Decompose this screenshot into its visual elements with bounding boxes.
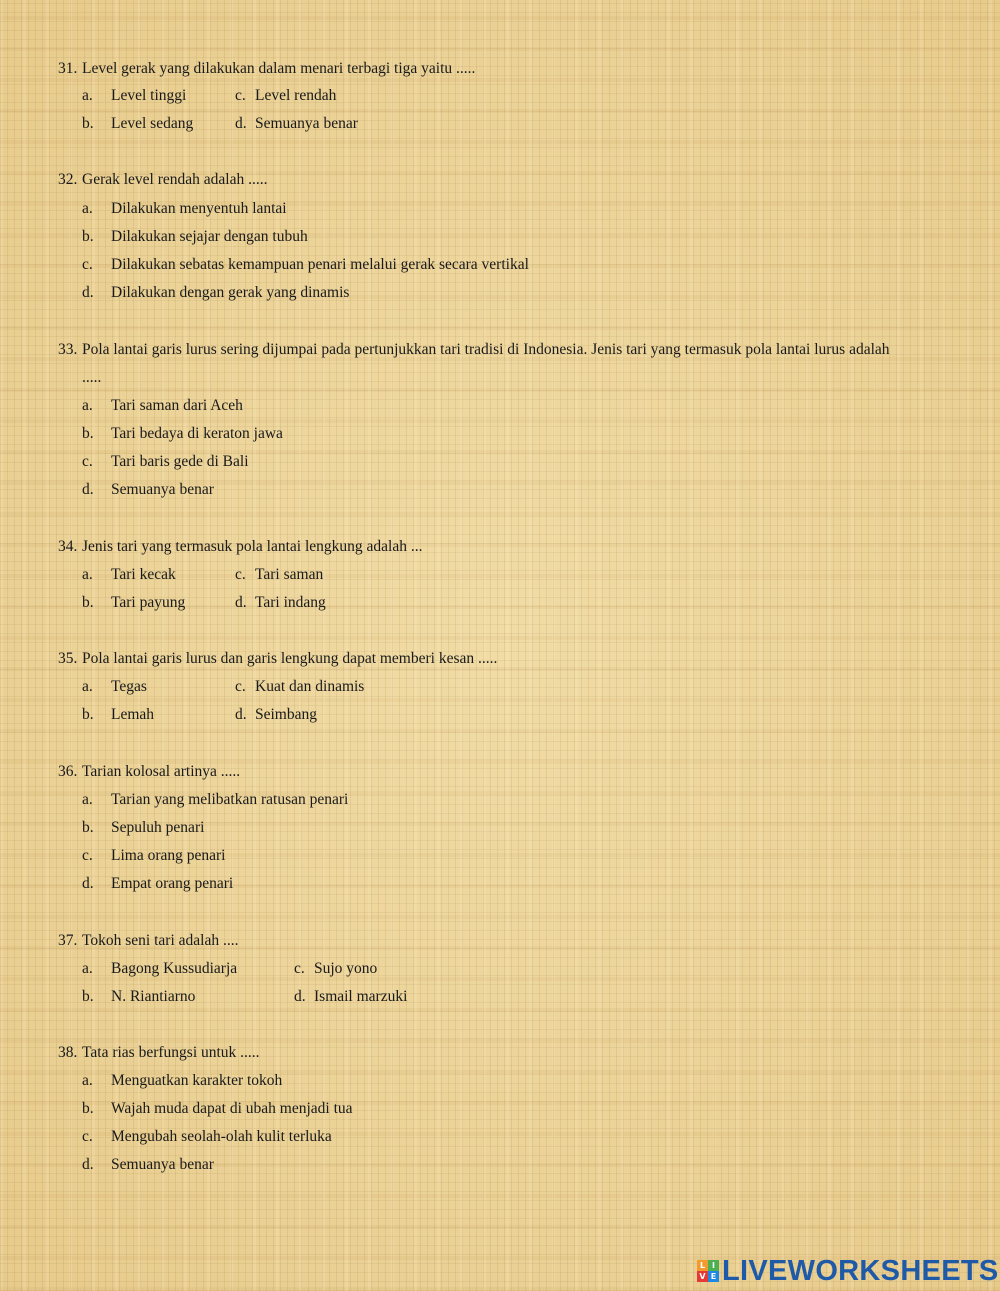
liveworksheets-logo-icon [697,1260,719,1282]
option-letter: d. [82,284,94,301]
question-37-text [58,931,238,951]
question-prompt: Jenis tari yang termasuk pola lantai lengkung adalah ... [82,538,423,555]
option-text: Level sedang [111,115,194,132]
question-35-text [58,649,497,669]
option-letter: d. [82,875,94,892]
option-32-b[interactable] [82,227,308,247]
option-35-b[interactable] [82,705,154,725]
option-text: Tari saman [255,566,324,583]
option-text: N. Riantiarno [111,988,196,1005]
option-letter: a. [82,960,93,977]
option-36-d[interactable] [82,874,233,894]
question-prompt: Gerak level rendah adalah ..... [82,171,268,188]
option-text: Mengubah seolah-olah kulit terluka [111,1128,332,1145]
option-letter: a. [82,791,93,808]
logo-mark-letter-l: L [697,1260,708,1271]
option-31-c[interactable] [235,86,336,106]
option-35-a[interactable] [82,677,147,697]
option-letter: c. [294,960,305,977]
option-letter: b. [82,228,94,245]
option-text: Ismail marzuki [314,988,408,1005]
option-letter: c. [82,453,93,470]
option-36-c[interactable] [82,846,225,866]
question-number: 34. [58,538,78,555]
option-text: Tari saman dari Aceh [111,397,243,414]
option-text: Semuanya benar [111,481,214,498]
question-34-text [58,537,422,557]
question-prompt: Pola lantai garis lurus dan garis lengkung dapat memberi kesan ..... [82,650,498,667]
option-text: Level tinggi [111,87,187,104]
option-text: Seimbang [255,706,317,723]
option-letter: c. [82,1128,93,1145]
option-37-c[interactable] [294,959,377,979]
option-31-b[interactable] [82,114,193,134]
liveworksheets-logo-text: LIVEWORKSHEETS [722,1254,999,1287]
option-letter: c. [235,678,246,695]
option-letter: d. [294,988,306,1005]
option-text: Dilakukan dengan gerak yang dinamis [111,284,350,301]
option-text: Menguatkan karakter tokoh [111,1072,283,1089]
option-text: Dilakukan sebatas kemampuan penari melalui gerak secara vertikal [111,256,529,273]
question-36-text [58,762,240,782]
option-letter: b. [82,988,94,1005]
option-letter: d. [235,706,247,723]
option-text: Sepuluh penari [111,819,205,836]
option-letter: b. [82,819,94,836]
option-text: Tegas [111,678,147,695]
logo-mark-letter-v: V [697,1271,708,1282]
question-32-text [58,170,267,190]
question-number: 36. [58,763,78,780]
option-34-c[interactable] [235,565,323,585]
option-letter: a. [82,1072,93,1089]
option-text: Kuat dan dinamis [255,678,365,695]
question-number: 31. [58,60,78,77]
question-prompt: Pola lantai garis lurus sering dijumpai pada pertunjukkan tari tradisi di Indonesia. Jenis tari yang termasuk pola lantai lurus adalah [82,341,890,358]
logo-mark-letter-i: I [708,1260,719,1271]
option-text: Dilakukan sejajar dengan tubuh [111,228,308,245]
option-letter: c. [235,87,246,104]
option-text: Empat orang penari [111,875,234,892]
option-33-b[interactable] [82,424,283,444]
option-37-a[interactable] [82,959,237,979]
option-text: Sujo yono [314,960,378,977]
option-33-a[interactable] [82,396,243,416]
option-letter: c. [235,566,246,583]
option-34-d[interactable] [235,593,326,613]
option-text: Tari bedaya di keraton jawa [111,425,283,442]
question-number: 33. [58,341,78,358]
option-34-a[interactable] [82,565,176,585]
option-33-c[interactable] [82,452,249,472]
option-38-a[interactable] [82,1071,282,1091]
option-38-d[interactable] [82,1155,214,1175]
option-letter: d. [235,594,247,611]
option-text: Level rendah [255,87,337,104]
option-letter: d. [235,115,247,132]
option-text: Wajah muda dapat di ubah menjadi tua [111,1100,353,1117]
logo-mark-letter-e: E [708,1271,719,1282]
option-36-a[interactable] [82,790,348,810]
question-prompt: Tarian kolosal artinya ..... [82,763,241,780]
question-33-text [58,340,890,360]
option-text: Tari payung [111,594,186,611]
question-33-continuation: ..... [82,369,102,386]
option-letter: a. [82,397,93,414]
option-38-c[interactable] [82,1127,332,1147]
option-38-b[interactable] [82,1099,353,1119]
option-34-b[interactable] [82,593,185,613]
option-letter: c. [82,847,93,864]
option-text: Lima orang penari [111,847,226,864]
option-32-d[interactable] [82,283,349,303]
option-letter: b. [82,1100,94,1117]
question-prompt: Tokoh seni tari adalah .... [82,932,239,949]
option-letter: d. [82,481,94,498]
option-text: Tari baris gede di Bali [111,453,249,470]
option-32-a[interactable] [82,199,287,219]
option-letter: a. [82,678,93,695]
option-letter: a. [82,87,93,104]
question-prompt: Tata rias berfungsi untuk ..... [82,1044,260,1061]
option-31-a[interactable] [82,86,186,106]
option-text: Semuanya benar [111,1156,214,1173]
option-37-d[interactable] [294,987,407,1007]
option-letter: d. [82,1156,94,1173]
option-letter: b. [82,706,94,723]
option-31-d[interactable] [235,114,358,134]
question-prompt: Level gerak yang dilakukan dalam menari terbagi tiga yaitu ..... [82,60,476,77]
option-32-c[interactable] [82,255,529,275]
option-33-d[interactable] [82,480,214,500]
option-letter: c. [82,256,93,273]
question-38-text [58,1043,260,1063]
question-number: 37. [58,932,78,949]
option-35-d[interactable] [235,705,317,725]
option-letter: b. [82,115,94,132]
option-text: Semuanya benar [255,115,358,132]
option-text: Lemah [111,706,155,723]
option-text: Bagong Kussudiarja [111,960,238,977]
option-text: Tari indang [255,594,326,611]
question-31-text [58,59,475,79]
option-letter: a. [82,200,93,217]
option-text: Dilakukan menyentuh lantai [111,200,287,217]
option-letter: b. [82,594,94,611]
question-number: 38. [58,1044,78,1061]
liveworksheets-logo[interactable] [697,1256,999,1286]
question-number: 35. [58,650,78,667]
question-number: 32. [58,171,78,188]
option-35-c[interactable] [235,677,364,697]
option-37-b[interactable] [82,987,195,1007]
option-36-b[interactable] [82,818,204,838]
option-letter: b. [82,425,94,442]
option-letter: a. [82,566,93,583]
option-text: Tarian yang melibatkan ratusan penari [111,791,349,808]
option-text: Tari kecak [111,566,176,583]
